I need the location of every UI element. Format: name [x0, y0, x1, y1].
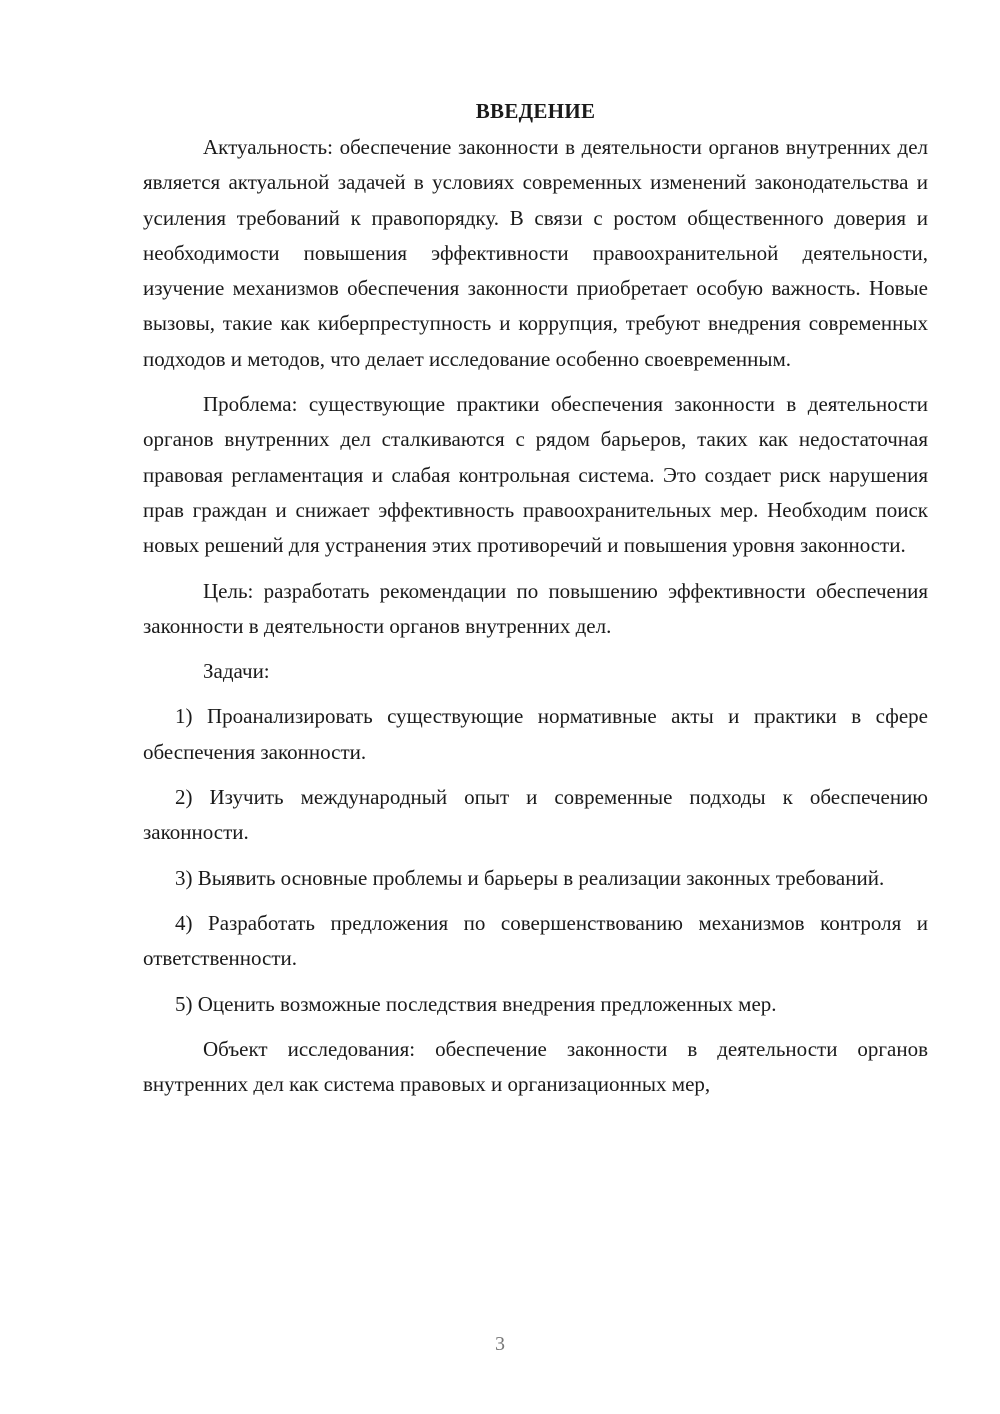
- paragraph-goal: Цель: разработать рекомендации по повышению эффективности обеспечения законности в деятельности органов внутренних дел.: [143, 578, 928, 638]
- document-page: [143, 96, 928, 1102]
- task-item-2: 2) Изучить международный опыт и современные подходы к обеспечению законности.: [143, 785, 928, 845]
- task-item-3: 3) Выявить основные проблемы и барьеры в реализации законных требований.: [175, 865, 885, 890]
- tasks-label: Задачи:: [203, 659, 270, 684]
- task-item-4: 4) Разработать предложения по совершенствованию механизмов контроля и ответственности.: [143, 910, 928, 971]
- task-item-1: 1) Проанализировать существующие нормативные акты и практики в сфере обеспечения законности.: [143, 704, 928, 764]
- page-number: 3: [495, 1333, 505, 1355]
- paragraph-object: Объект исследования: обеспечение законности в деятельности органов внутренних дел как система правовых и организационных мер,: [143, 1036, 928, 1097]
- paragraph-problem: Проблема: существующие практики обеспечения законности в деятельности органов внутренних дел сталкиваются с рядом барьеров, таких как недостаточная правовая регламентация и слабая контрольная система. Это создает риск нарушения прав граждан и снижает эффективность правоохранительных мер. Необходим поиск новых решений для устранения этих противоречий и повышения уровня законности.: [143, 392, 928, 558]
- section-heading: ВВЕДЕНИЕ: [475, 99, 596, 123]
- task-item-5: 5) Оценить возможные последствия внедрения предложенных мер.: [175, 991, 777, 1016]
- paragraph-relevance: Актуальность: обеспечение законности в деятельности органов внутренних дел является актуальной задачей в условиях современных изменений законодательства и усиления требований к правопорядку. В связи с ростом общественного доверия и необходимости повышения эффективности правоохранительной деятельности, изучение механизмов обеспечения законности приобретает особую важность. Новые вызовы, такие как киберпреступность и коррупция, требуют внедрения современных подходов и методов, что делает исследование особенно своевременным.: [143, 135, 928, 371]
